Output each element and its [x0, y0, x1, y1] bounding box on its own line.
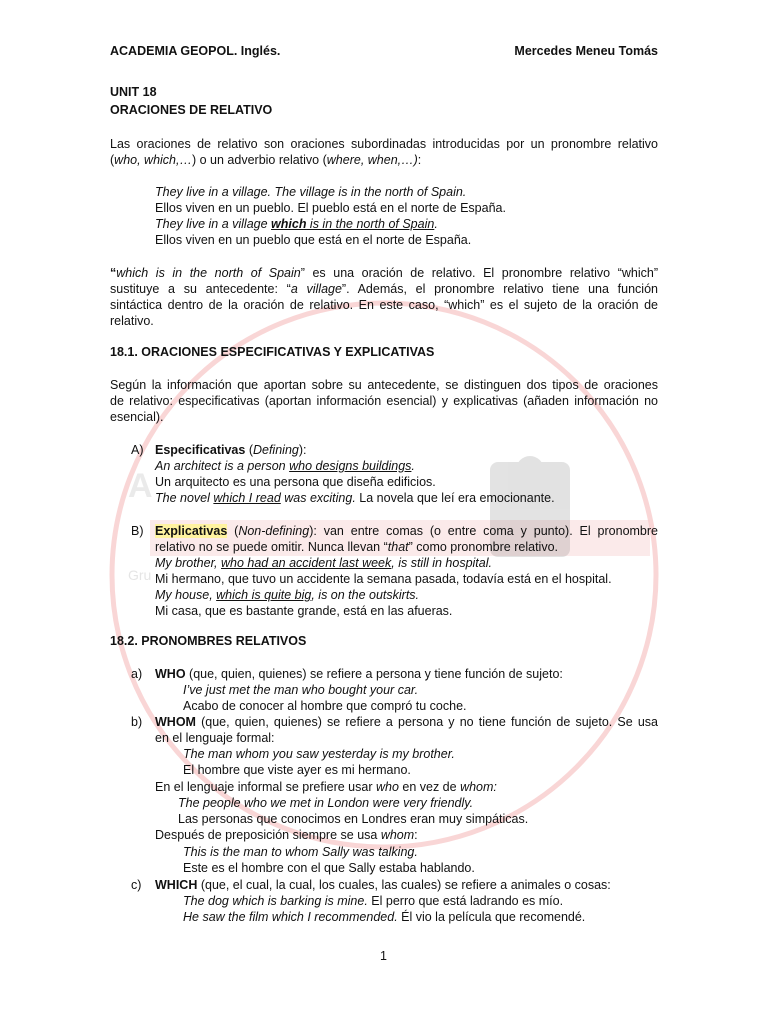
whom-example-en-1: The man whom you saw yesterday is my brother.	[183, 747, 455, 761]
whom-informal-note: En el lenguaje informal se prefiere usar who en vez de whom:	[155, 780, 497, 794]
non-defining-example-2-es: Mi casa, que es bastante grande, está en las afueras.	[155, 604, 453, 618]
defining-title: Especificativas (Defining):	[155, 443, 307, 457]
explain-line-3: sintáctica dentro de la oración de relativo. En este caso, “which” es el sujeto de la oración de	[110, 298, 658, 312]
list-marker-a: A)	[131, 443, 144, 457]
explain-line-4: relativo.	[110, 314, 154, 328]
which-example-2: He saw the film which I recommended. Él vio la película que recomendé.	[183, 910, 586, 924]
example-es-2: Ellos viven en un pueblo que está en el norte de España.	[155, 233, 472, 247]
s181-para-3: esencial).	[110, 410, 164, 424]
defining-example-2: The novel which I read was exciting. La novela que leí era emocionante.	[155, 491, 555, 505]
who-example-es: Acabo de conocer al hombre que compró tu coche.	[183, 699, 467, 713]
which-example-1: The dog which is barking is mine. El perro que está ladrando es mío.	[183, 894, 564, 908]
non-defining-example-1-es: Mi hermano, que tuvo un accidente la semana pasada, todavía está en el hospital.	[155, 572, 612, 586]
list-marker-b: B)	[131, 524, 144, 538]
which-definition: WHICH (que, el cual, la cual, los cuales, las cuales) se refiere a animales o cosas:	[155, 878, 611, 892]
who-example-en: I’ve just met the man who bought your car.	[183, 683, 419, 697]
whom-example-es-1: El hombre que viste ayer es mi hermano.	[183, 763, 411, 777]
whom-example-en-3: This is the man to whom Sally was talking.	[183, 845, 418, 859]
watermark-text-a: A	[128, 467, 153, 505]
whom-example-es-2: Las personas que conocimos en Londres eran muy simpáticas.	[178, 812, 529, 826]
non-defining-line-2: relativo no se puede omitir. Nunca llevan “that” como pronombre relativo.	[155, 540, 558, 554]
whom-preposition-note: Después de preposición siempre se usa whom:	[155, 828, 418, 842]
intro-line-1: Las oraciones de relativo son oraciones subordinadas introducidas por un pronombre relativo	[110, 137, 658, 151]
whom-definition-line-2: en el lenguaje formal:	[155, 731, 275, 745]
whom-example-en-2: The people who we met in London were very friendly.	[178, 796, 474, 810]
non-defining-example-1: My brother, who had an accident last week, is still in hospital.	[155, 556, 492, 570]
defining-example-1-es: Un arquitecto es una persona que diseña edificios.	[155, 475, 436, 489]
header-right: Mercedes Meneu Tomás	[514, 44, 658, 58]
non-defining-title: Explicativas (Non-defining): van entre comas (o entre coma y punto). El pronombre	[155, 524, 658, 538]
unit-number: UNIT 18	[110, 85, 157, 99]
example-en-1: They live in a village. The village is in the north of Spain.	[155, 185, 467, 199]
section-heading-18-2: 18.2. PRONOMBRES RELATIVOS	[110, 634, 307, 648]
whom-example-es-3: Este es el hombre con el que Sally estaba hablando.	[183, 861, 475, 875]
watermark-text-gru: Gru	[128, 567, 152, 583]
header-left: ACADEMIA GEOPOL. Inglés.	[110, 44, 281, 58]
example-es-1: Ellos viven en un pueblo. El pueblo está en el norte de España.	[155, 201, 506, 215]
unit-title: ORACIONES DE RELATIVO	[110, 103, 273, 117]
example-en-2: They live in a village which is in the north of Spain.	[155, 217, 438, 231]
whom-definition: WHOM (que, quien, quienes) se refiere a persona y no tiene función de sujeto. Se usa	[155, 715, 658, 729]
explain-line-1: “which is in the north of Spain” es una oración de relativo. El pronombre relativo “which”	[110, 266, 658, 280]
defining-example-1: An architect is a person who designs buildings.	[155, 459, 415, 473]
s181-para-2: de relativo: especificativas (aportan información esencial) y explicativas (añaden información no	[110, 394, 658, 408]
list-marker-b-lower: b)	[131, 715, 143, 729]
page-number: 1	[380, 949, 387, 963]
section-heading-18-1: 18.1. ORACIONES ESPECIFICATIVAS Y EXPLICATIVAS	[110, 345, 435, 359]
list-marker-a-lower: a)	[131, 667, 143, 681]
s181-para-1: Según la información que aportan sobre su antecedente, se distinguen dos tipos de oraciones	[110, 378, 658, 392]
who-definition: WHO (que, quien, quienes) se refiere a persona y tiene función de sujeto:	[155, 667, 563, 681]
non-defining-example-2: My house, which is quite big, is on the outskirts.	[155, 588, 420, 602]
list-marker-c-lower: c)	[131, 878, 142, 892]
intro-line-2: (who, which,…) o un adverbio relativo (where, when,…):	[110, 153, 422, 167]
explain-line-2: sustituye a su antecedente: “a village”. Además, el pronombre relativo tiene una función	[110, 282, 658, 296]
